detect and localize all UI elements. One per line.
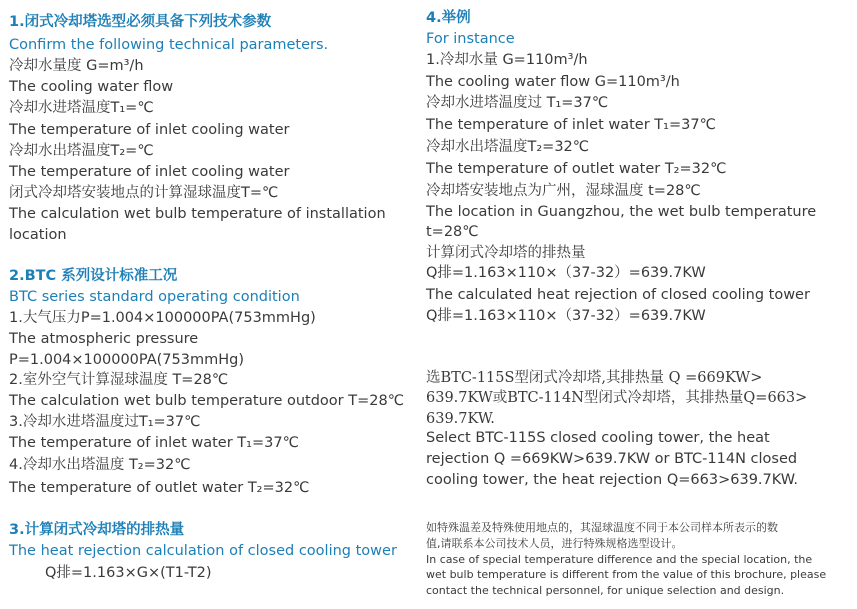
condition-line: 1.大气压力P=1.004×100000PA(753mmHg) bbox=[9, 310, 316, 326]
selection-line: Select BTC-115S closed cooling tower, the heat bbox=[426, 430, 770, 446]
example-line: t=28℃ bbox=[426, 224, 479, 240]
condition-line: 3.冷却水进塔温度过T₁=37℃ bbox=[9, 414, 201, 430]
section3-title-cn: 3.计算闭式冷却塔的排热量 bbox=[9, 522, 185, 538]
example-line: 冷却水出塔温度T₂=32℃ bbox=[426, 139, 590, 155]
param-line: 闭式冷却塔安装地点的计算湿球温度T=℃ bbox=[9, 185, 279, 201]
example-line: The cooling water flow G=110m³/h bbox=[426, 74, 680, 90]
param-line: 冷却水出塔温度T₂=℃ bbox=[9, 143, 154, 159]
section3-title-en: The heat rejection calculation of closed cooling tower bbox=[9, 543, 397, 559]
param-line: The temperature of inlet cooling water bbox=[9, 164, 290, 180]
condition-line: The temperature of outlet water T₂=32℃ bbox=[9, 480, 310, 496]
note-line: 如特殊温差及特殊使用地点的，其湿球温度不同于本公司样本所表示的数 bbox=[426, 521, 778, 534]
param-line: The temperature of inlet cooling water bbox=[9, 122, 290, 138]
example-line: 冷却塔安装地点为广州，湿球温度 t=28℃ bbox=[426, 183, 701, 199]
condition-line: The calculation wet bulb temperature outdoor T=28℃ bbox=[9, 393, 404, 409]
selection-line: 639.7KW. bbox=[426, 411, 495, 427]
example-line: Q排=1.163×110×（37-32）=639.7KW bbox=[426, 265, 706, 281]
condition-line: 2.室外空气计算湿球温度 T=28℃ bbox=[9, 372, 229, 388]
example-line: 冷却水进塔温度过 T₁=37℃ bbox=[426, 95, 609, 111]
section2-title-cn: 2.BTC 系列设计标准工况 bbox=[9, 268, 178, 284]
note-line: wet bulb temperature is different from the value of this brochure, please bbox=[426, 568, 827, 581]
heat-formula: Q排=1.163×G×(T1-T2) bbox=[45, 565, 212, 581]
example-line: 1.冷却水量 G=110m³/h bbox=[426, 52, 588, 68]
condition-line: The atmospheric pressure bbox=[9, 331, 199, 347]
condition-line: 4.冷却水出塔温度 T₂=32℃ bbox=[9, 457, 191, 473]
selection-line: cooling tower, the heat rejection Q=663>639.7KW. bbox=[426, 472, 799, 488]
example-line: The calculated heat rejection of closed cooling tower bbox=[426, 287, 810, 303]
param-line: The cooling water flow bbox=[9, 79, 174, 95]
example-line: The temperature of outlet water T₂=32℃ bbox=[426, 161, 727, 177]
example-line: Q排=1.163×110×（37-32）=639.7KW bbox=[426, 308, 706, 324]
param-line: location bbox=[9, 227, 67, 243]
section4-title-en: For instance bbox=[426, 31, 515, 47]
example-line: The temperature of inlet water T₁=37℃ bbox=[426, 117, 716, 133]
section4-title-cn: 4.举例 bbox=[426, 10, 471, 26]
section1-title-cn: 1.闭式冷却塔选型必须具备下列技术参数 bbox=[9, 14, 272, 30]
note-line: In case of special temperature difference and the special location, the bbox=[426, 553, 813, 566]
selection-line: 选BTC-115S型闭式冷却塔,其排热量 Q =669KW> bbox=[426, 370, 763, 386]
param-line: 冷却水量度 G=m³/h bbox=[9, 58, 144, 74]
example-line: The location in Guangzhou, the wet bulb temperature bbox=[426, 204, 817, 220]
condition-line: The temperature of inlet water T₁=37℃ bbox=[9, 435, 299, 451]
note-line: contact the technical personnel, for unique selection and design. bbox=[426, 584, 785, 597]
param-line: 冷却水进塔温度T₁=℃ bbox=[9, 100, 154, 116]
section1-title-en: Confirm the following technical parameters. bbox=[9, 37, 329, 53]
selection-line: 639.7KW或BTC-114N型闭式冷却塔，其排热量Q=663> bbox=[426, 390, 808, 406]
section2-title-en: BTC series standard operating condition bbox=[9, 289, 300, 305]
note-line: 值,请联系本公司技术人员，进行特殊规格选型设计。 bbox=[426, 537, 683, 550]
condition-line: P=1.004×100000PA(753mmHg) bbox=[9, 352, 244, 368]
selection-line: rejection Q =669KW>639.7KW or BTC-114N closed bbox=[426, 451, 798, 467]
param-line: The calculation wet bulb temperature of installation bbox=[9, 206, 386, 222]
example-line: 计算闭式冷却塔的排热量 bbox=[426, 245, 586, 261]
